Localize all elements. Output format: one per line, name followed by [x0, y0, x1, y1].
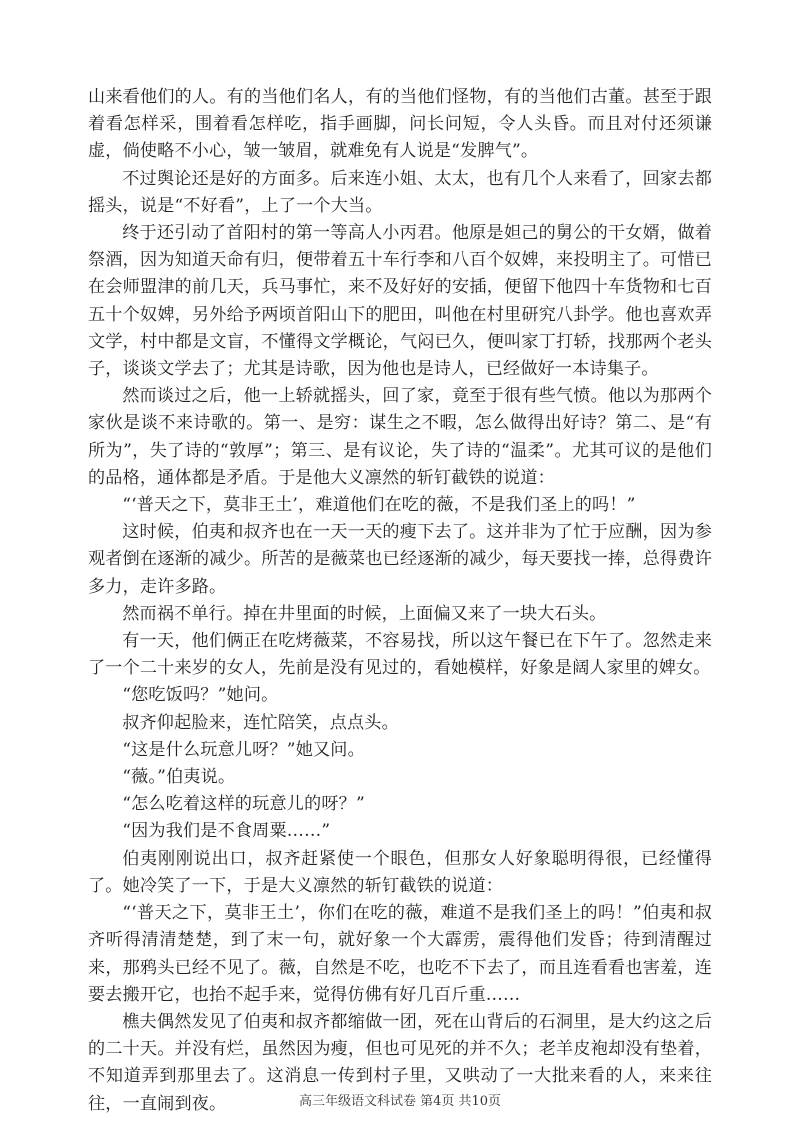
paragraph: 这时候，伯夷和叔齐也在一天一天的瘦下去了。这并非为了忙于应酬，因为参观者倒在逐渐的减少。所苦的是薇菜也已经逐渐的减少，每天要找一捧，总得费许多力，走许多路。 [88, 522, 712, 597]
paragraph: 然而祸不单行。掉在井里面的时候，上面偏又来了一块大石头。 [122, 603, 607, 624]
dialogue-line: “您吃饭吗？”她问。 [122, 685, 279, 706]
paragraph: “‘普天之下，莫非王土’，你们在吃的薇，难道不是我们圣上的吗！”伯夷和叔齐听得清清楚楚，到了末一句，就好象一个大霹雳，震得他们发昏；待到清醒过来，那鸦头已经不见了。薇，自然是不吃，也吃不下去了，而且连看看也害羞，连要去搬开它，也抬不起手来，觉得仿佛有好几百斤重…… [88, 903, 712, 1005]
dialogue-line: “怎么吃着这样的玩意儿的呀？” [122, 794, 365, 815]
paragraph: 伯夷刚刚说出口，叔齐赶紧使一个眼色，但那女人好象聪明得很，已经懂得了。她冷笑了一下，于是大义凛然的斩钉截铁的说道： [88, 848, 712, 896]
article-body [88, 84, 712, 1118]
paragraph: 然而谈过之后，他一上轿就摇头，回了家，竟至于很有些气愤。他以为那两个家伙是谈不来诗歌的。第一、是穷：谋生之不暇，怎么做得出好诗？第二、是“有所为”，失了诗的“敦厚”；第三、是有议论，失了诗的“温柔”。尤其可议的是他们的品格，通体都是矛盾。于是他大义凛然的斩钉截铁的说道： [88, 386, 712, 488]
paragraph: 有一天，他们俩正在吃烤薇菜，不容易找，所以这午餐已在下午了。忽然走来了一个二十来岁的女人，先前是没有见过的，看她模样，好象是阔人家里的婢女。 [88, 631, 712, 679]
paragraph: 终于还引动了首阳村的第一等高人小丙君。他原是妲己的舅公的干女婿，做着祭酒，因为知道天命有归，便带着五十车行李和八百个奴婢，来投明主了。可惜已在会师盟津的前几天，兵马事忙，来不及好好的安插，便留下他四十车货物和七百五十个奴婢，另外给予两顷首阳山下的肥田，叫他在村里研究八卦学。他也喜欢弄文学，村中都是文盲，不懂得文学概论，气闷已久，便叫家丁打轿，找那两个老头子，谈谈文学去了；尤其是诗歌，因为他也是诗人，已经做好一本诗集子。 [88, 223, 712, 380]
page-footer: 高三年级语文科试卷 第4页 共10页 [298, 1094, 502, 1109]
dialogue-line: “因为我们是不食周粟……” [122, 821, 331, 842]
paragraph: 樵夫偶然发见了伯夷和叔齐都缩做一团，死在山背后的石洞里，是大约这之后的二十天。并没有烂，虽然因为瘦，但也可见死的并不久；老羊皮袍却没有垫着，不知道弄到那里去了。这消息一传到村子里，又哄动了一大批来看的人，来来往往，一直闹到夜。 [88, 1011, 712, 1114]
paragraph: 不过舆论还是好的方面多。后来连小姐、太太，也有几个人来看了，回家去都摇头，说是“不好看”，上了一个大当。 [88, 168, 712, 216]
paragraph: 山来看他们的人。有的当他们名人，有的当他们怪物，有的当他们古董。甚至于跟着看怎样采，围着看怎样吃，指手画脚，问长问短，令人头昏。而且对付还须谦虚，倘使略不小心，皱一皱眉，就难免有人说是“发脾气”。 [88, 87, 712, 162]
dialogue-line: “薇。”伯夷说。 [122, 767, 236, 788]
quote-paragraph: “‘普天之下，莫非王土’，难道他们在吃的薇，不是我们圣上的吗！” [122, 495, 636, 516]
dialogue-line: “这是什么玩意儿呀？”她又问。 [122, 739, 365, 760]
paragraph: 叔齐仰起脸来，连忙陪笑，点点头。 [122, 712, 399, 733]
